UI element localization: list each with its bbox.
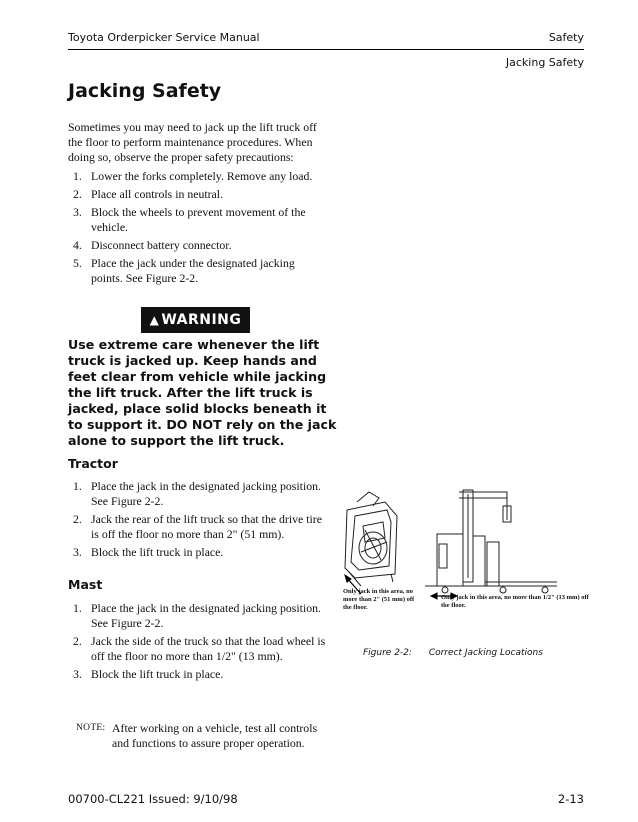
mast-drawing <box>425 490 557 593</box>
tractor-drawing <box>345 492 397 586</box>
figure-title: Correct Jacking Locations <box>428 648 543 658</box>
note <box>68 721 328 751</box>
note-label: NOTE: <box>76 723 106 733</box>
list-item: 4. Disconnect battery connector. <box>73 238 232 252</box>
page-number: 2-13 <box>557 792 584 806</box>
list-item: 3. Block the lift truck in place. <box>73 545 224 559</box>
warning-triangle-icon: ▲ <box>149 313 160 327</box>
mast-jack-caption: Only jack in this area, no more than 1/2" (13 mm) off the floor. <box>441 594 589 609</box>
list-item: 2. Jack the side of the truck so that the load wheel is off the floor no more than 1/2" (13 mm). <box>73 634 326 663</box>
list-item: 1. Lower the forks completely. Remove any load. <box>73 169 313 183</box>
list-item: 3. Block the lift truck in place. <box>73 667 224 681</box>
manual-title: Toyota Orderpicker Service Manual <box>68 31 260 44</box>
list-item: 3. Block the wheels to prevent movement of the vehicle. <box>73 205 306 234</box>
list-item: 1. Place the jack in the designated jacking position. See Figure 2-2. <box>73 479 321 508</box>
list-item: 5. Place the jack under the designated jacking points. See Figure 2-2. <box>73 256 295 285</box>
page-title: Jacking Safety <box>68 80 222 102</box>
figure-number: Figure 2-2: <box>363 648 412 658</box>
intro-paragraph: Sometimes you may need to jack up the lift truck off the floor to perform maintenance procedures. When doing so, observe the proper safety precautions: <box>68 120 317 164</box>
mast-section <box>68 601 328 685</box>
precaution-list <box>68 169 318 286</box>
figure-caption <box>363 648 543 658</box>
tractor-jack-caption: Only jack in this area, no more than 2" (51 mm) off the floor. <box>343 588 415 611</box>
tractor-section <box>68 479 328 563</box>
tractor-steps <box>68 479 328 560</box>
mast-heading: Mast <box>68 577 103 592</box>
warning-label: ▲ WARNING <box>141 307 250 333</box>
list-item: 1. Place the jack in the designated jacking position. See Figure 2-2. <box>73 601 321 630</box>
note-text: After working on a vehicle, test all controls and functions to assure proper operation. <box>112 721 318 750</box>
mast-steps <box>68 601 328 682</box>
list-item: 2. Place all controls in neutral. <box>73 187 224 201</box>
intro-section <box>68 120 318 289</box>
subsection-name: Jacking Safety <box>505 56 584 69</box>
section-name: Safety <box>548 31 584 44</box>
header-rule <box>68 49 584 50</box>
warning-text: Use extreme care whenever the lift truck is jacked up. Keep hands and feet clear from vehicle while jacking the lift truck. After the lift truck is jacked, place solid blocks beneath it to support it. DO NOT rely on the jack alone to support the lift truck. <box>68 337 337 448</box>
list-item: 2. Jack the rear of the lift truck so that the drive tire is off the floor no more than 2" (51 mm). <box>73 512 322 541</box>
document-id: 00700-CL221 Issued: 9/10/98 <box>68 792 238 806</box>
tractor-heading: Tractor <box>68 456 118 471</box>
